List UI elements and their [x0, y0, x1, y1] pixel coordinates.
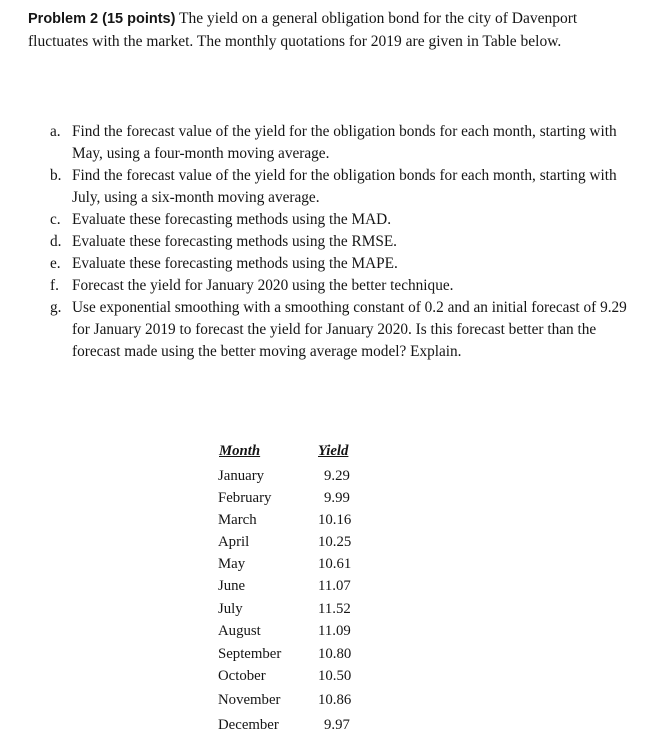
- task-text: Evaluate these forecasting methods using the MAPE.: [72, 255, 398, 272]
- task-text: Use exponential smoothing with a smoothing constant of 0.2 and an initial forecast of 9.29 for January 2019 to forecast the yield for January 2020. Is this forecast better than the forecast made using the better moving average model? Explain.: [72, 299, 627, 360]
- table-month-cell: December: [218, 717, 279, 733]
- task-text: Find the forecast value of the yield for the obligation bonds for each month, starting with July, using a six-month moving average.: [72, 167, 617, 206]
- table-yield-cell: 10.16: [318, 512, 352, 528]
- table-month-cell: April: [218, 534, 250, 550]
- task-item: [50, 121, 628, 165]
- task-item: [50, 165, 628, 209]
- table-yield-cell: 11.09: [318, 623, 351, 639]
- task-marker: b.: [50, 167, 62, 184]
- table-month-cell: January: [218, 468, 265, 484]
- table-yield-cell: 9.99: [324, 490, 350, 506]
- table-yield-cell: 10.80: [318, 646, 352, 662]
- table-yield-cell: 11.07: [318, 578, 351, 594]
- task-list: [50, 121, 628, 363]
- table-month-cell: October: [218, 668, 266, 684]
- table-yield-cell: 9.29: [324, 468, 350, 484]
- month-column-header: Month: [219, 443, 261, 459]
- task-text: Evaluate these forecasting methods using the MAD.: [72, 211, 392, 228]
- yield-column-header: Yield: [318, 443, 349, 459]
- task-item: [50, 231, 628, 253]
- task-marker: e.: [50, 255, 61, 272]
- table-yield-cell: 11.52: [318, 601, 351, 617]
- table-yield-cell: 10.86: [318, 692, 352, 708]
- task-item: [50, 209, 628, 231]
- task-marker: f.: [50, 277, 59, 294]
- table-month-cell: February: [218, 490, 272, 506]
- table-month-cell: May: [218, 556, 246, 572]
- table-yield-cell: 10.50: [318, 668, 352, 684]
- table-month-cell: July: [218, 601, 243, 617]
- task-item: [50, 275, 628, 297]
- problem-statement: The yield on a general obligation bond for the city of Davenport fluctuates with the market. The monthly quotations for 2019 are given in Table below.: [28, 10, 578, 50]
- table-month-cell: March: [218, 512, 257, 528]
- table-month-cell: June: [218, 578, 246, 594]
- task-text: Forecast the yield for January 2020 using the better technique.: [72, 277, 454, 294]
- task-item: [50, 253, 628, 275]
- problem-intro: [28, 8, 628, 53]
- table-month-cell: August: [218, 623, 261, 639]
- task-item: [50, 297, 628, 363]
- task-marker: a.: [50, 123, 61, 140]
- table-yield-cell: 9.97: [324, 717, 350, 733]
- table-month-cell: November: [218, 692, 281, 708]
- task-text: Evaluate these forecasting methods using the RMSE.: [72, 233, 397, 250]
- task-marker: c.: [50, 211, 61, 228]
- table-yield-cell: 10.25: [318, 534, 352, 550]
- task-marker: d.: [50, 233, 62, 250]
- problem-heading: Problem 2 (15 points): [28, 11, 176, 27]
- table-month-cell: September: [218, 646, 282, 662]
- table-yield-cell: 10.61: [318, 556, 352, 572]
- task-marker: g.: [50, 299, 62, 316]
- task-text: Find the forecast value of the yield for the obligation bonds for each month, starting with May, using a four-month moving average.: [72, 123, 617, 162]
